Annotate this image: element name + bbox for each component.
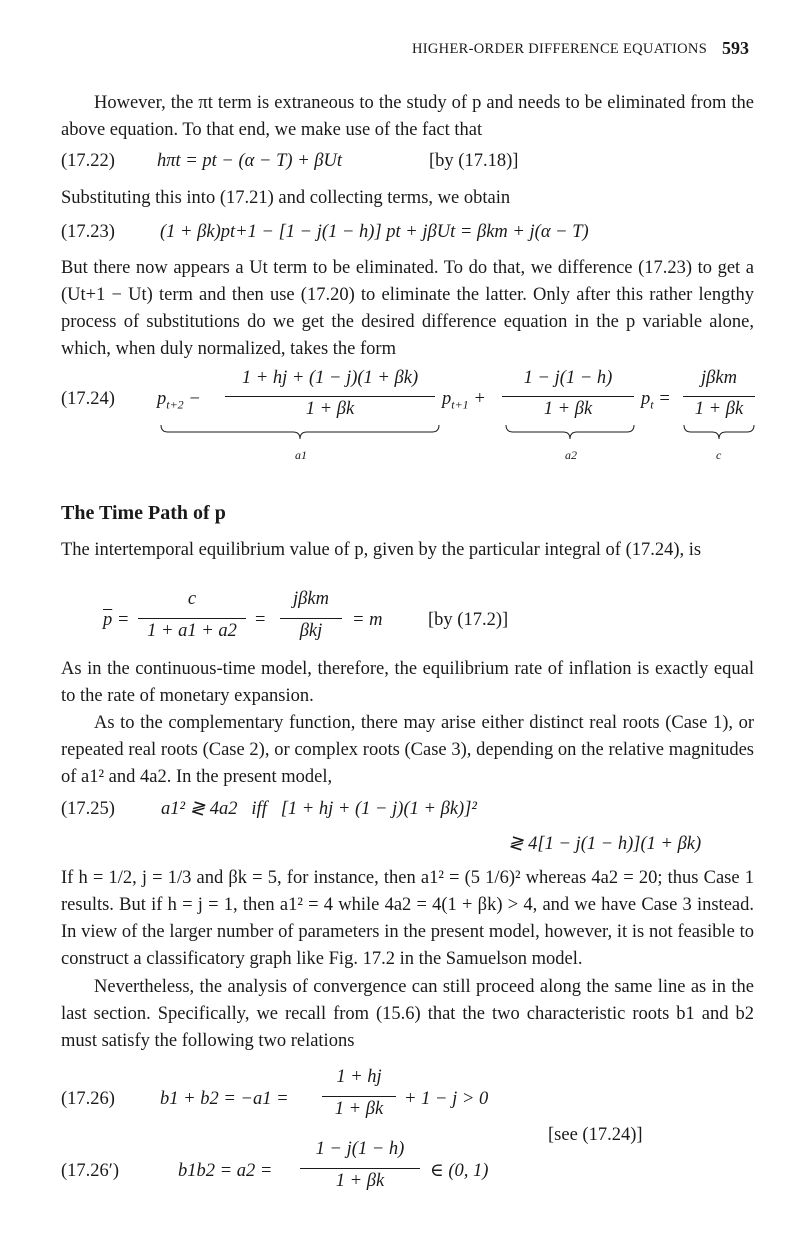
- symbol-p-t-equals: $p_t$ =: [641, 389, 671, 412]
- equation-17-23-body: (1 + βk)pt+1 − [1 − j(1 − h)] pt + jβUt = βkm + j(α − T): [160, 222, 589, 242]
- fraction-pbar-bar: [138, 618, 246, 619]
- fraction-a1-bar: [225, 396, 435, 397]
- underbrace-label-c: c: [716, 448, 722, 462]
- see-ref: [see (17.24)]: [548, 1125, 643, 1145]
- fraction-a2-denominator: 1 + βk: [543, 399, 593, 419]
- symbol-p-bar: $\overline{p}$ =: [103, 610, 130, 630]
- underbrace-c: [683, 424, 755, 440]
- fraction-17-26-denominator: 1 + βk: [334, 1099, 384, 1119]
- symbol-p-t-plus-1: $p_{t+1}$ +: [442, 389, 486, 412]
- fraction-pbar-numerator: c: [187, 589, 197, 609]
- paragraph-6: As to the complementary function, there may arise either distinct real roots (Case 1), or repeated real roots (Case 2), or complex roots (Case 3), depending on the relative magnitudes of a1² and 4a2. In the present model,: [61, 713, 754, 787]
- paragraph-2: Substituting this into (17.21) and collecting terms, we obtain: [61, 188, 511, 208]
- result-m: = m: [352, 610, 383, 630]
- fraction-17-26-prime-bar: [300, 1168, 420, 1169]
- running-title: HIGHER-ORDER DIFFERENCE EQUATIONS: [412, 41, 708, 57]
- fraction-a1-denominator: 1 + βk: [305, 399, 355, 419]
- fraction-17-26-prime-numerator: 1 − j(1 − h): [315, 1139, 405, 1159]
- fraction-a1-numerator: 1 + hj + (1 − j)(1 + βk): [241, 368, 419, 388]
- underbrace-label-a1: a1: [295, 448, 307, 462]
- symbol-p-t-plus-2: $p_{t+2}$ −: [157, 389, 201, 412]
- fraction-c-numerator: jβkm: [701, 368, 737, 388]
- fraction-a2-numerator: 1 − j(1 − h): [523, 368, 613, 388]
- equation-number-17-23: (17.23): [61, 222, 115, 242]
- fraction-jbkm-bar: [280, 618, 342, 619]
- equation-17-26-prime-lhs: b1b2 = a2 =: [178, 1161, 273, 1181]
- fraction-17-26-bar: [322, 1096, 396, 1097]
- paragraph-4: The intertemporal equilibrium value of p, given by the particular integral of (17.24), is: [61, 540, 702, 560]
- equation-17-22-ref: [by (17.18)]: [429, 151, 519, 171]
- page-number: 593: [722, 38, 749, 58]
- equation-17-26-rhs: + 1 − j > 0: [404, 1089, 489, 1109]
- fraction-c-denominator: 1 + βk: [694, 399, 744, 419]
- fraction-pbar-denominator: 1 + a1 + a2: [147, 621, 237, 641]
- underbrace-label-a2: a2: [565, 448, 577, 462]
- equation-number-17-24: (17.24): [61, 389, 115, 409]
- underbrace-a2: [505, 424, 635, 440]
- equation-17-25-line1: a1² ≷ 4a2 iff [1 + hj + (1 − j)(1 + βk)]²: [161, 799, 477, 819]
- equation-17-22-body: hπt = pt − (α − T) + βUt: [157, 151, 343, 171]
- fraction-jbkm-denominator: βkj: [299, 621, 323, 641]
- section-title: The Time Path of p: [61, 502, 226, 524]
- equation-17-26-lhs: b1 + b2 = −a1 =: [160, 1089, 289, 1109]
- fraction-17-26-prime-denominator: 1 + βk: [335, 1171, 385, 1191]
- equation-number-17-25: (17.25): [61, 799, 115, 819]
- equation-number-17-22: (17.22): [61, 151, 115, 171]
- paragraph-8: Nevertheless, the analysis of convergence can still proceed along the same line as in the last section. Specifically, we recall from (15.6) that the two characteristic roots b1 and b2 must satisfy the following two relations: [61, 977, 754, 1051]
- equals-sign-1: =: [255, 610, 266, 630]
- equation-number-17-26: (17.26): [61, 1089, 115, 1109]
- paragraph-5: As in the continuous-time model, therefore, the equilibrium rate of inflation is exactly equal to the rate of monetary expansion.: [61, 659, 754, 706]
- paragraph-3: But there now appears a Ut term to be eliminated. To do that, we difference (17.23) to get a (Ut+1 − Ut) term and then use (17.20) to eliminate the latter. Only after this rather lengthy process of substitutions do we get the desired difference equation in the p variable alone, which, when duly normalized, takes the form: [61, 258, 754, 359]
- underbrace-a1: [160, 424, 440, 440]
- pbar-ref: [by (17.2)]: [428, 610, 509, 630]
- paragraph-1: However, the πt term is extraneous to the study of p and needs to be eliminated from the above equation. To that end, we make use of the fact that: [61, 93, 754, 140]
- equation-17-25-line2: ≷ 4[1 − j(1 − h)](1 + βk): [508, 834, 702, 854]
- equation-17-26-prime-rhs: ∈ (0, 1): [430, 1161, 489, 1181]
- fraction-jbkm-numerator: jβkm: [293, 589, 329, 609]
- fraction-a2-bar: [502, 396, 634, 397]
- paragraph-7: If h = 1/2, j = 1/3 and βk = 5, for instance, then a1² = (5 1/6)² whereas 4a2 = 20; thus Case 1 results. But if h = j = 1, then a1² = 4 while 4a2 = 4(1 + βk) > 4, and we have Case 3 instead. In view of the larger number of parameters in the present model, however, it is not feasible to construct a classificatory graph like Fig. 17.2 in the Samuelson model.: [61, 868, 754, 969]
- fraction-17-26-numerator: 1 + hj: [336, 1067, 382, 1087]
- running-header: [412, 41, 707, 58]
- equation-number-17-26-prime: (17.26′): [61, 1161, 119, 1181]
- fraction-c-bar: [683, 396, 755, 397]
